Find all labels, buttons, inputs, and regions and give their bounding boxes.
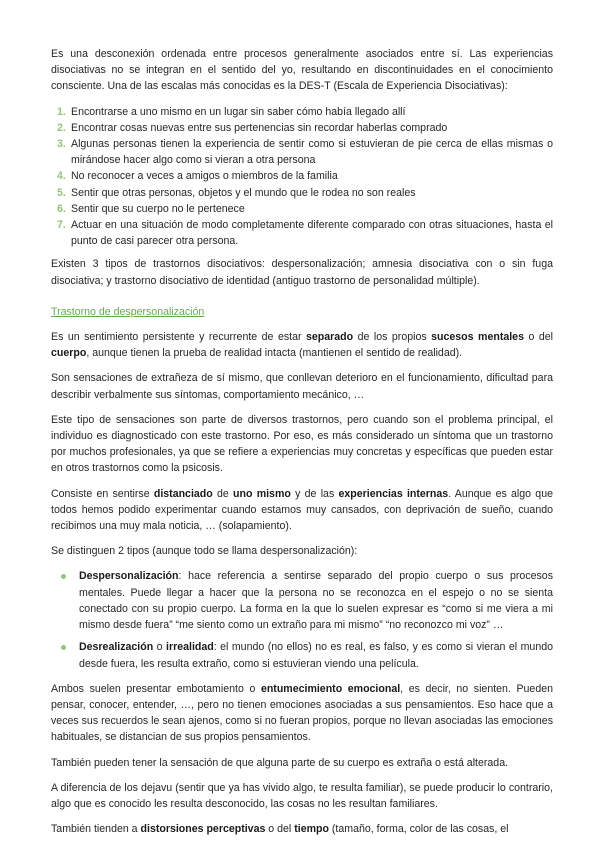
bold-term: Desrealización bbox=[79, 641, 154, 654]
list-item-text: Algunas personas tienen la experiencia de sentir como si estuvieran de pie cerca de ellas mismas o mirándose hacer algo como si vieran a otra persona bbox=[71, 138, 553, 167]
list-number: 2. bbox=[57, 121, 66, 134]
paragraph bbox=[51, 329, 553, 361]
bold-term: entumecimiento emocional bbox=[260, 682, 401, 695]
list-number: 7. bbox=[57, 219, 66, 232]
list-item bbox=[51, 104, 553, 120]
paragraph: Se distinguen 2 tipos (aunque todo se llama despersonalización): bbox=[51, 545, 358, 558]
text-run: y de las bbox=[290, 487, 339, 500]
list-number: 6. bbox=[57, 202, 66, 215]
bold-term: separado bbox=[305, 331, 354, 344]
text-run: Consiste en sentirse bbox=[51, 487, 154, 500]
bold-term: uno mismo bbox=[233, 487, 291, 500]
bold-term: distorsiones perceptivas bbox=[140, 823, 266, 836]
paragraph bbox=[51, 486, 553, 535]
paragraph: Son sensaciones de extrañeza de sí mismo, que conllevan deterioro en el funcionamiento, dificultad para describir verbalmente sus síntomas, comportamiento mecánico, … bbox=[51, 372, 553, 401]
list-number: 3. bbox=[57, 138, 66, 151]
list-item bbox=[51, 217, 553, 249]
document-page bbox=[51, 46, 553, 846]
text-run: de los propios bbox=[353, 331, 432, 344]
list-item-text: Sentir que su cuerpo no le pertenece bbox=[71, 202, 245, 215]
list-number: 5. bbox=[57, 186, 66, 199]
text-run: : el mundo (no ellos) no es real, es falso, y es como si vieran el mundo desde fuera, les resulta extraño, como si estuvieran viendo una película. bbox=[79, 641, 554, 670]
bold-term: experiencias internas bbox=[338, 487, 449, 500]
text-run: : hace referencia a sentirse separado del propio cuerpo o sus procesos mentales. Puede llegar a hacer que la persona no se reconozca en el espejo o no se sienta conectado con su propio cuerpo. La forma en la que lo suelen expresar es “como si me viera a mi mismo desde fuera” “me siento como un extraño para mi mismo” “no reconozco mi voz” … bbox=[79, 570, 553, 632]
list-item bbox=[51, 120, 553, 136]
text-run: También tienden a bbox=[51, 823, 141, 836]
list-item bbox=[51, 185, 553, 201]
text-run: Ambos suelen presentar embotamiento o bbox=[51, 682, 261, 695]
list-item-text: Encontrar cosas nuevas entre sus pertenencias sin recordar haberlas comprado bbox=[71, 121, 448, 134]
list-item-text: Encontrarse a uno mismo en un lugar sin saber cómo había llegado allí bbox=[71, 105, 406, 118]
list-number: 1. bbox=[57, 105, 66, 118]
text-run: de bbox=[212, 487, 234, 500]
paragraph: Este tipo de sensaciones son parte de diversos trastornos, pero cuando son el problema principal, el individuo es diagnosticado con este trastorno. Por eso, es más considerado un síntoma que un trastorno por muchos profesionales, ya que se refiere a experiencias muy concretas y específicas que pueden estar en otros trastornos como la psicosis. bbox=[51, 413, 553, 475]
section-heading: Trastorno de despersonalización bbox=[51, 305, 205, 318]
bold-term: distanciado bbox=[153, 487, 213, 500]
bold-term: sucesos mentales bbox=[431, 331, 524, 344]
list-item-text: Sentir que otras personas, objetos y el mundo que le rodea no son reales bbox=[71, 186, 416, 199]
list-item bbox=[51, 168, 553, 184]
text-run: , aunque tienen la prueba de realidad intacta (mantienen el sentido de realidad). bbox=[86, 347, 463, 360]
paragraph bbox=[51, 681, 553, 746]
list-item bbox=[51, 201, 553, 217]
bold-term: irrealidad bbox=[166, 641, 214, 654]
bullet-dot-icon bbox=[61, 574, 66, 579]
list-item-text: No reconocer a veces a amigos o miembros de la familia bbox=[71, 170, 338, 183]
bold-term: Despersonalización bbox=[79, 570, 179, 583]
types-bullet-list bbox=[51, 568, 553, 671]
list-number: 4. bbox=[57, 170, 66, 183]
des-t-list bbox=[51, 104, 553, 250]
paragraph: También pueden tener la sensación de que alguna parte de su cuerpo es extraña o está alterada. bbox=[51, 756, 509, 769]
bullet-item bbox=[51, 568, 553, 633]
paragraph: A diferencia de los dejavu (sentir que ya has vivido algo, te resulta familiar), se puede producir lo contrario, algo que es conocido les resulta desconocido, las cosas no les resultan familiares. bbox=[51, 781, 553, 810]
list-item-text: Actuar en una situación de modo completamente diferente comparado con otras situaciones, hasta el punto de casi parecer otra persona. bbox=[71, 219, 553, 248]
list-item bbox=[51, 136, 553, 168]
text-run: , es decir, no sienten. Pueden pensar, conocer, entender, …, pero no tienen emociones asociadas a sus pensamientos. Eso hace que a veces sus recuerdos le sean ajenos, como si no fueran propios, porque no llevan asociadas las emociones habituales, se distancian de sus propios pensamientos. bbox=[51, 682, 553, 744]
bold-term: cuerpo bbox=[51, 347, 87, 360]
types-paragraph: Existen 3 tipos de trastornos disociativos: despersonalización; amnesia disociativa con o sin fuga disociativa; y trastorno disociativo de identidad (antiguo trastorno de personalidad múltiple). bbox=[51, 258, 553, 287]
text-run: Es un sentimiento persistente y recurrente de estar bbox=[51, 331, 306, 344]
text-run: o del bbox=[265, 823, 295, 836]
text-run: o bbox=[153, 641, 167, 654]
text-run: . Aunque es algo que todos hemos podido experimentar cuando estamos muy cansados, con deprivación de sueño, cuando recibimos una muy mala noticia, … (solapamiento). bbox=[51, 487, 553, 533]
bullet-item bbox=[51, 639, 553, 671]
text-run: (tamaño, forma, color de las cosas, el bbox=[328, 823, 509, 836]
paragraph bbox=[51, 821, 553, 837]
intro-paragraph: Es una desconexión ordenada entre procesos generalmente asociados entre sí. Las experiencias disociativas no se integran en el sentido del yo, resultando en discontinuidades en el conocimiento consciente. Una de las escalas más conocidas es la DES-T (Escala de Experiencia Disociativas): bbox=[51, 48, 553, 93]
bullet-dot-icon bbox=[61, 645, 66, 650]
text-run: o del bbox=[523, 331, 553, 344]
bold-term: tiempo bbox=[294, 823, 329, 836]
